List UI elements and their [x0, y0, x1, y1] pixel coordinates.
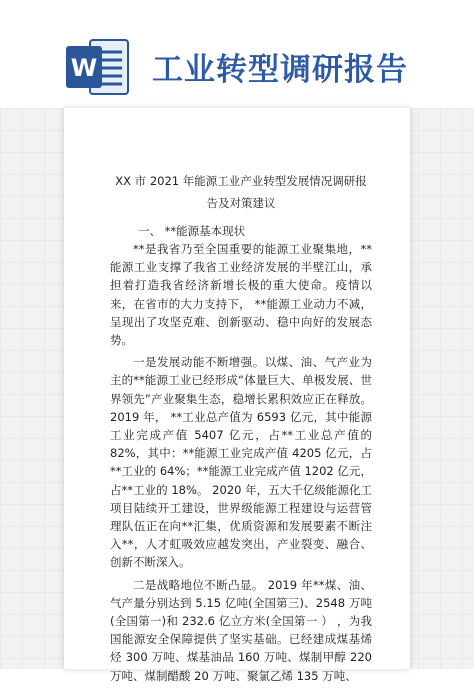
svg-text:W: W [70, 54, 98, 82]
section-heading: 一、 **能源基本现状 [138, 224, 246, 238]
banner-title: 工业转型调研报告 [152, 52, 408, 88]
banner [0, 0, 474, 108]
word-document-icon [66, 38, 130, 96]
paragraph-3: 二是战略地位不断凸显。 2019 年**煤、油、气产量分别达到 5.15 亿吨(全国第三)、2548 万吨(全国第一)和 232.6 亿立方米(全国第一 ） ，为我国能源安全保障提供了坚实基础。已经建成煤基烯烃 300 万吨、煤基油品 160 万吨、煤制甲醇 220 万吨、煤制醋酸 20 万吨、聚氯乙烯 135 万吨、 [110, 577, 372, 683]
paragraph-2: 一是发展动能不断增强。以煤、油、气产业为主的**能源工业已经形成“体量巨大、单极发展、世界领先”产业聚集生态，稳增长累积效应正在释放。 2019 年， **工业总产值为 6593 亿元，其中能源工业完成产值 5407 亿元，占**工业总产值的 82%，其中：**能源工业完成产值 4205 亿元，占**工业的 64%；**能源工业完成产值 1202 亿元，占**工业的 18%。 2020 年，五大千亿级能源化工项目陆续开工建设，世界级能源工程建设与运营管理队伍正在向**汇集，优质资源和发展要素不断注入**，人才虹吸效应越发突出，产业裂变、融合、创新不断深入。 [110, 355, 372, 570]
document-content [110, 170, 372, 689]
document-title: XX 市 2021 年能源工业产业转型发展情况调研报告及对策建议 [115, 174, 367, 210]
paragraph-1: **是我省乃至全国重要的能源工业聚集地，**能源工业支撑了我省工业经济发展的半壁江山，承担着打造我省经济新增长极的重大使命。疫情以来，在省市的大力支持下， **能源工业动力不减，呈现出了攻坚克难、创新驱动、稳中向好的发展态势。 [110, 242, 372, 348]
